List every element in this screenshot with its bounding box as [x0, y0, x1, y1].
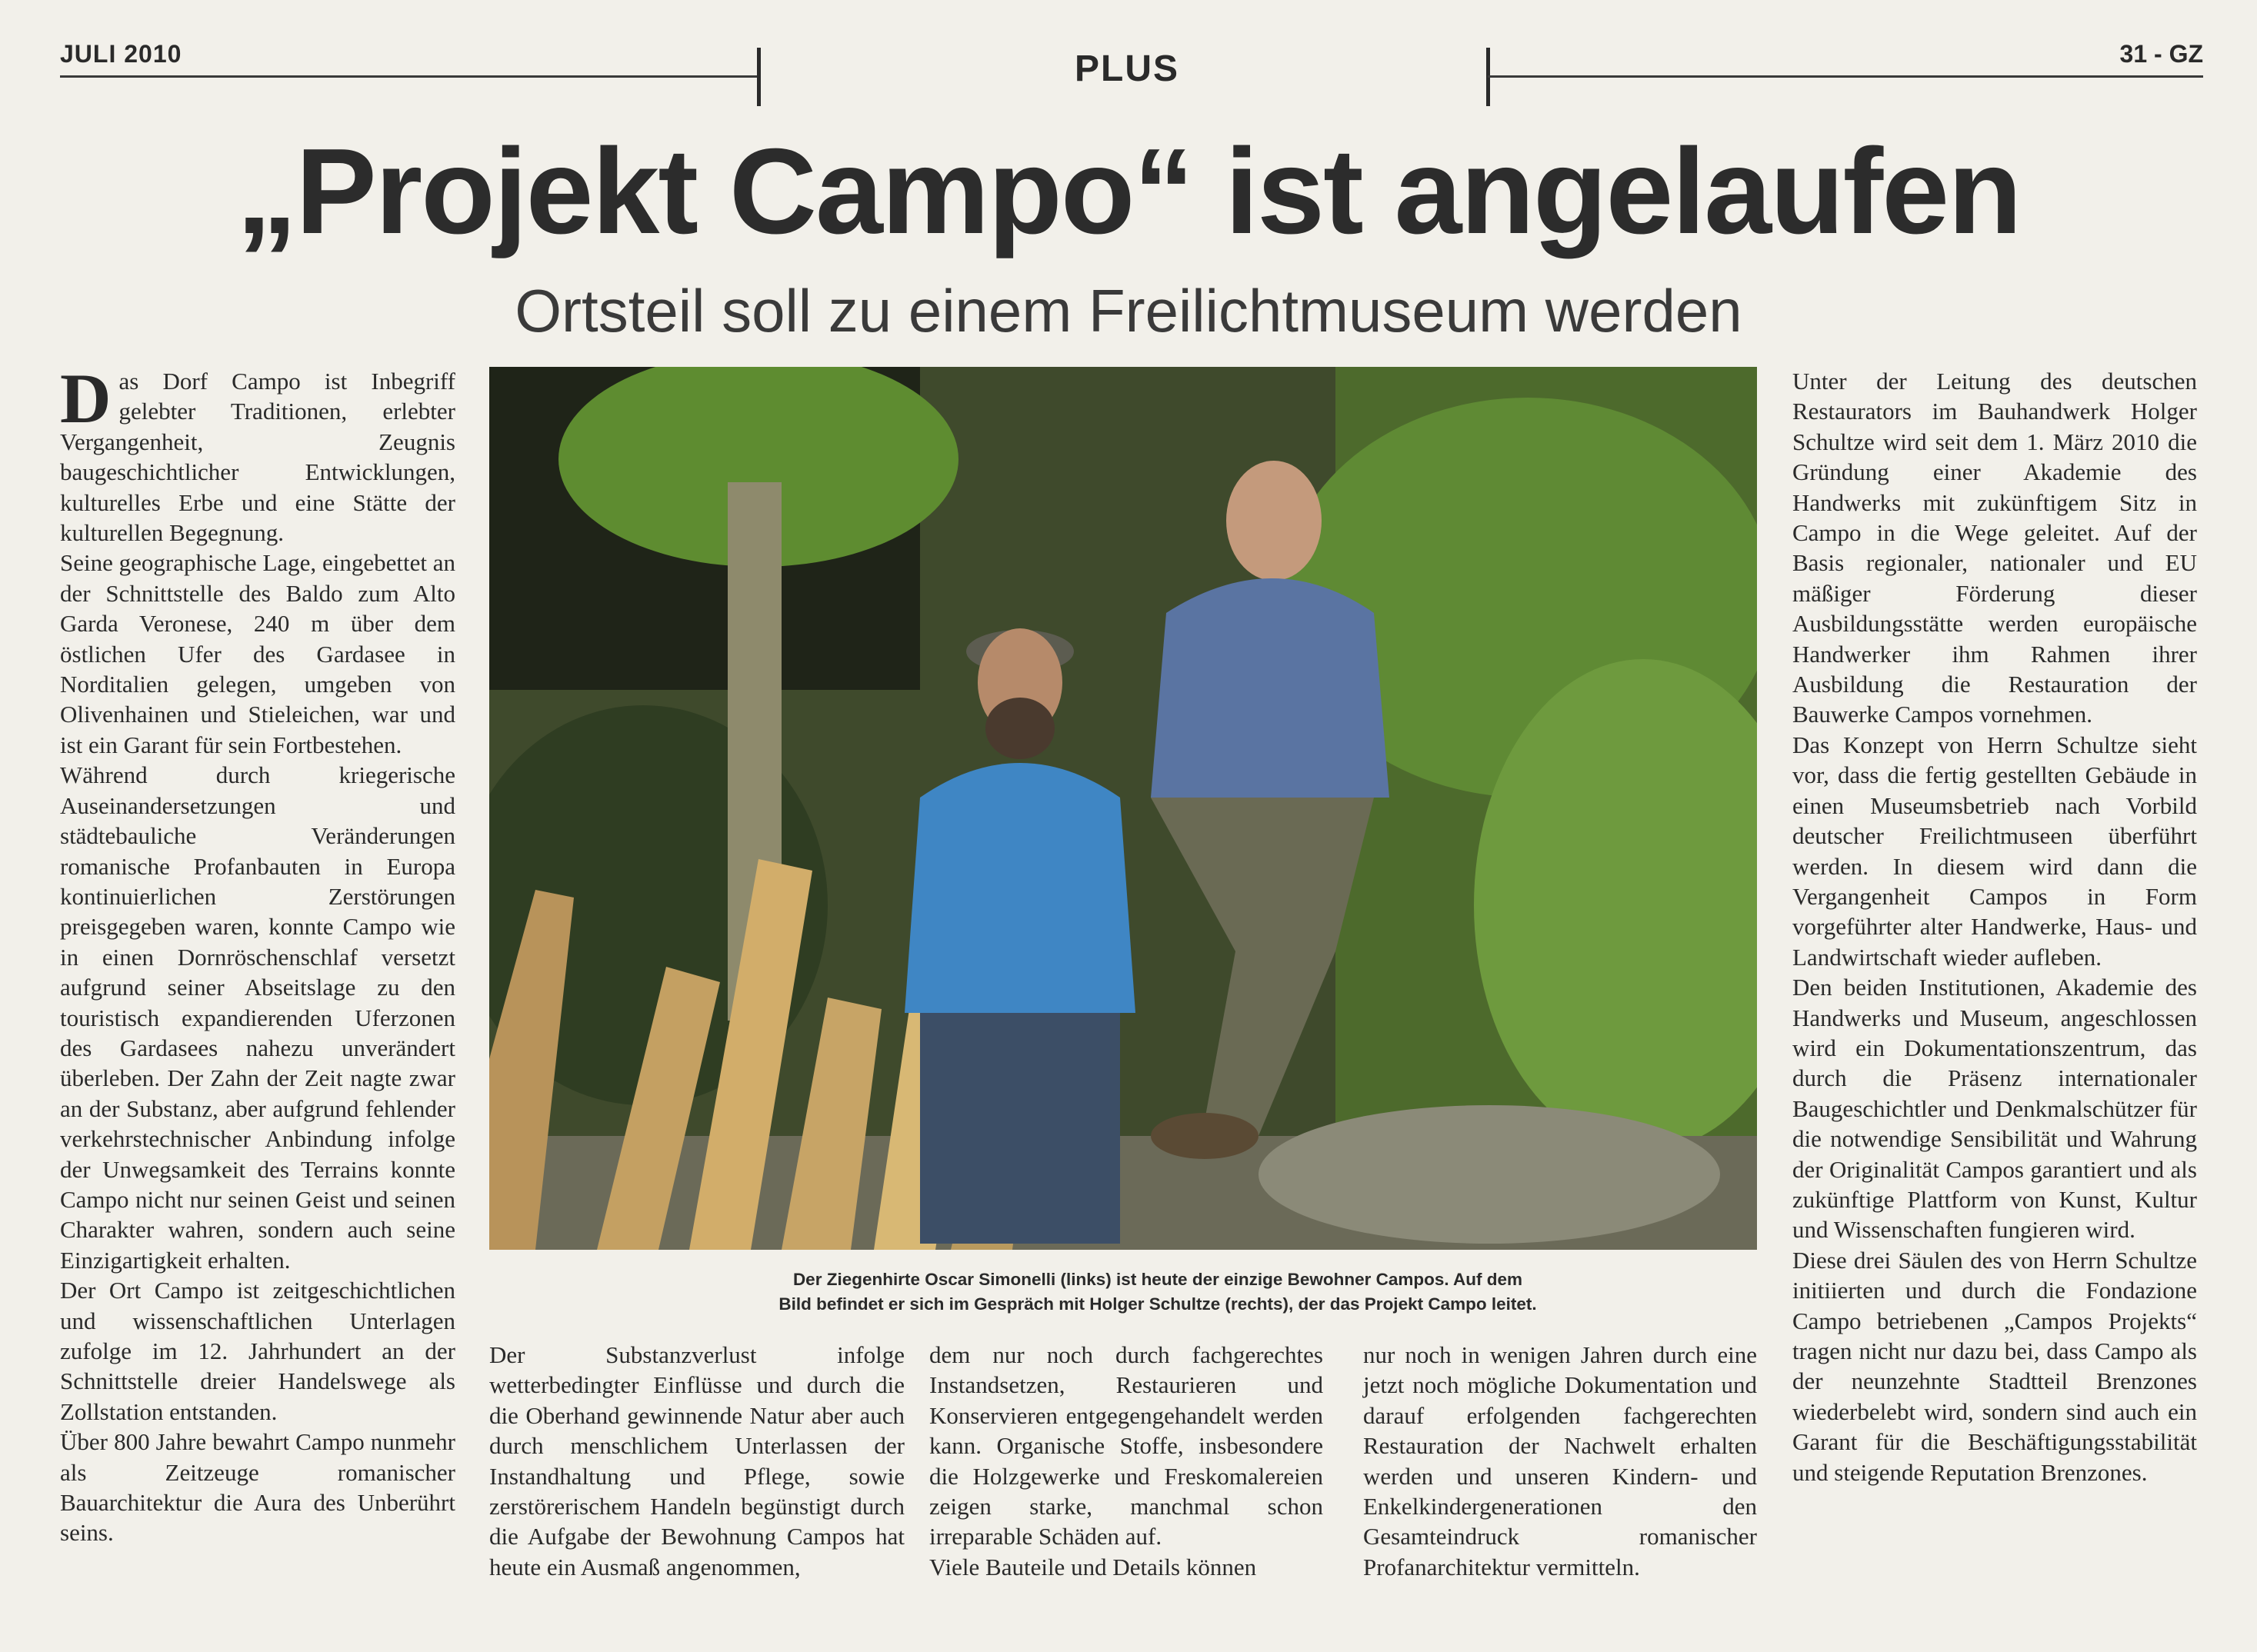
paragraph: Den beiden Institutionen, Akademie des Handwerks und Museum, angeschlossen wird ein Dokumentationszentrum, das durch die Präsenz internationaler Baugeschichtler und Denkmalschützer für die notwendige Sensibilität und Wahrung der Originalität Campos garantiert und als zukünftige Plattform von Kunst, Kultur und Wissenschaften fungieren wird.	[1792, 974, 2197, 1244]
article-column-4	[1363, 1340, 1757, 1617]
paragraph-text: as Dorf Campo ist Inbegriff gelebter Traditionen, erlebter Vergangenheit, Zeugnis baugeschichtlicher Entwicklungen, kulturelles Erbe und eine Stätte der kulturellen Begegnung.	[60, 368, 455, 547]
paragraph: Der Ort Campo ist zeitgeschichtlichen und wissenschaftlichen Unterlagen zufolge im 12. Jahrhundert an der Schnittstelle dreier Handelswege als Zollstation entstanden.	[60, 1277, 455, 1425]
header-rule-right	[1488, 75, 2203, 78]
subheadline: Ortsteil soll zu einem Freilichtmuseum werden	[515, 277, 1742, 345]
drop-cap: D	[60, 359, 112, 438]
paragraph: Das Konzept von Herrn Schultze sieht vor, dass die fertig gestellten Gebäude in einen Museumsbetrieb nach Vorbild deutscher Freilichtmuseen überführt werden. In diesem wird dann die Vergangenheit Campos in Form vorgeführter alter Handwerke, Haus- und Landwirtschaft wieder aufleben.	[1792, 731, 2197, 971]
caption-line: Der Ziegenhirte Oscar Simonelli (links) ist heute der einzige Bewohner Campos. Auf dem	[792, 1270, 1523, 1289]
section-label: PLUS	[1074, 48, 1179, 89]
caption-line: Bild befindet er sich im Gespräch mit Holger Schultze (rechts), der das Projekt Campo leitet.	[778, 1294, 1537, 1314]
paragraph: Unter der Leitung des deutschen Restaurators im Bauhandwerk Holger Schultze wird seit dem 1. März 2010 die Gründung einer Akademie des Handwerks mit zukünftigem Sitz in Campo in die Wege geleitet. Auf der Basis regionaler, nationaler und EU mäßiger Förderung dieser Ausbildungsstätte werden europäische Handwerker ihm Rahmen ihrer Ausbildung die Restauration der Bauwerke Campos vornehmen.	[1792, 368, 2197, 728]
paragraph: Über 800 Jahre bewahrt Campo nunmehr als Zeitzeuge romanischer Bauarchitektur die Aura des Unberührt seins.	[60, 1428, 455, 1547]
paragraph	[60, 359, 455, 548]
header-divider-left	[757, 48, 761, 106]
photo-caption	[723, 1267, 1592, 1317]
article-photo	[489, 367, 1757, 1250]
paragraph: Der Substanzverlust infolge wetterbedingter Einflüsse und durch die die Oberhand gewinnende Natur aber auch durch menschlichem Unterlassen der Instandhaltung und Pflege, sowie zerstörerischem Handeln begünstigt durch die Aufgabe der Bewohnung Campos hat heute ein Ausmaß angenommen,	[489, 1341, 905, 1580]
article-column-2	[489, 1340, 905, 1617]
page-number: 31 - GZ	[2119, 40, 2203, 68]
paragraph: Während durch kriegerische Auseinandersetzungen und städtebauliche Veränderungen romanische Profanbauten in Europa kontinuierlichen Zerstörungen preisgegeben waren, konnte Campo wie in einen Dornröschenschlaf versetzt aufgrund seiner Abseitslage zu den touristisch expandierenden Uferzonen des Gardasees nahezu unverändert überleben. Der Zahn der Zeit nagte zwar an der Substanz, aber aufgrund fehlender verkehrstechnischer Anbindung infolge der Unwegsamkeit des Terrains konnte Campo nicht nur seinen Geist und seinen Charakter wahren, sondern auch seine Einzigartigkeit erhalten.	[60, 761, 455, 1274]
article-column-5	[1792, 366, 2197, 1612]
paragraph: Viele Bauteile und Details können	[929, 1553, 1257, 1580]
headline: „Projekt Campo“ ist angelaufen	[236, 124, 2021, 259]
paragraph: Diese drei Säulen des von Herrn Schultze initiierten und durch die Fondazione Campo betriebenen „Campos Projekts“ tragen nicht nur dazu bei, dass Campo als der neunzehnte Stadtteil Brenzones wiederbelebt wird, sondern sind auch ein Garant für die Beschäftigungsstabilität und steigende Reputation Brenzones.	[1792, 1246, 2197, 1486]
article-column-1	[60, 359, 455, 1612]
header-rule-left	[60, 75, 758, 78]
paragraph: dem nur noch durch fachgerechtes Instandsetzen, Restaurieren und Konservieren entgegengehandelt werden kann. Organische Stoffe, insbesondere die Holzgewerke und Freskomalereien zeigen starke, manchmal schon irreparable Schäden auf.	[929, 1341, 1323, 1550]
article-column-3	[929, 1340, 1323, 1617]
paragraph: Seine geographische Lage, eingebettet an der Schnittstelle des Baldo zum Alto Garda Veronese, 240 m über dem östlichen Ufer des Gardasee in Norditalien gelegen, umgeben von Olivenhainen und Stieleichen, war und ist ein Garant für sein Fortbestehen.	[60, 549, 455, 758]
issue-date: JULI 2010	[60, 40, 182, 68]
paragraph: nur noch in wenigen Jahren durch eine jetzt noch mögliche Dokumentation und darauf erfolgenden fachgerechten Restauration der Nachwelt erhalten werden und unseren Kindern- und Enkelkindergenerationen den Gesamteindruck romanischer Profanarchitektur vermitteln.	[1363, 1341, 1757, 1580]
